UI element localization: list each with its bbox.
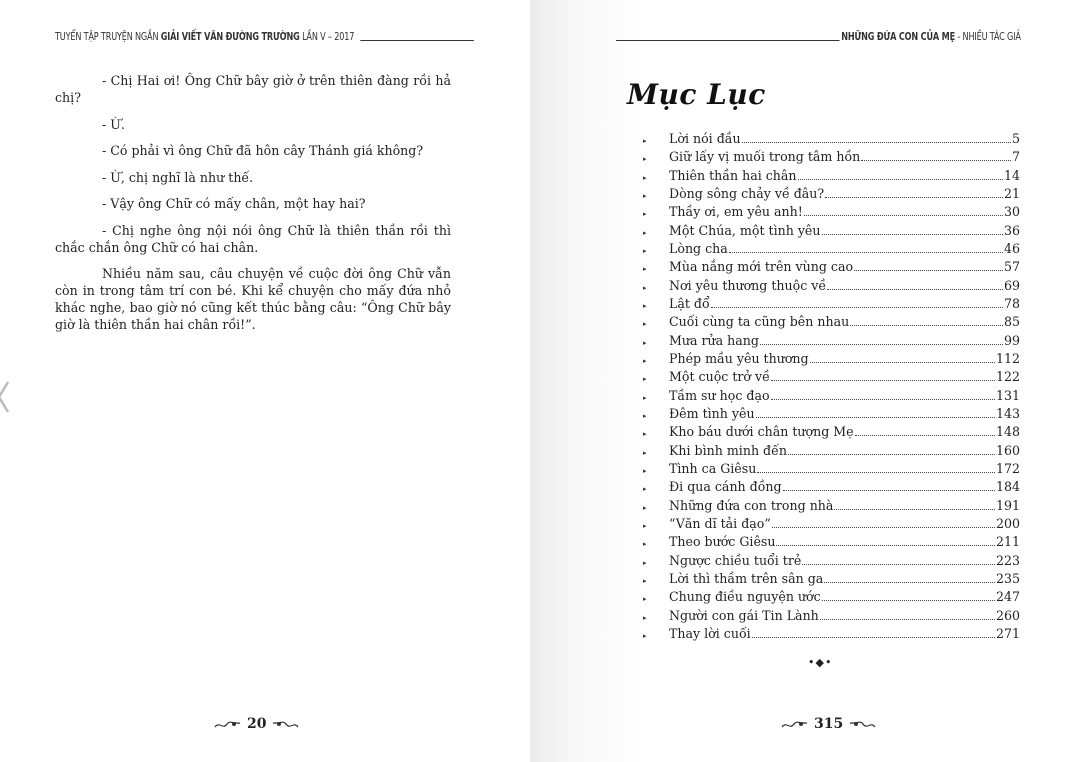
toc-entry-page: 223 (995, 552, 1020, 568)
toc-entry (643, 258, 1020, 276)
dot-leader (855, 435, 995, 436)
toc-entry-title: Phép mầu yêu thương (669, 350, 809, 366)
dot-leader (825, 197, 1003, 198)
toc-entry-title: Lời thì thầm trên sân ga (669, 570, 824, 586)
small-arrow-bullet-icon: ▸ (643, 503, 647, 512)
small-arrow-bullet-icon: ▸ (643, 173, 647, 182)
small-arrow-bullet-icon: ▸ (643, 576, 647, 585)
toc-entry-title: Người con gái Tin Lành (669, 607, 819, 623)
toc-entry (643, 313, 1020, 331)
small-arrow-bullet-icon: ▸ (643, 485, 647, 494)
toc-title: Mục Lục (627, 78, 766, 111)
toc-entry (643, 607, 1020, 625)
toc-entry-page: 112 (995, 350, 1020, 366)
small-arrow-bullet-icon: ▸ (643, 191, 647, 200)
paragraph: - Có phải vì ông Chữ đã hôn cây Thánh giá không? (102, 143, 424, 158)
toc-entry-title: Mưa rửa hang (669, 332, 759, 348)
toc-entry-title: “Văn dĩ tải đạo” (669, 515, 771, 531)
left-page (0, 0, 530, 762)
small-arrow-bullet-icon: ▸ (643, 411, 647, 420)
story-text (55, 72, 451, 343)
header-rule (360, 40, 474, 41)
toc-entry-page: 5 (1011, 131, 1020, 146)
right-header-suffix: - NHIỀU TÁC GIẢ (955, 31, 1021, 43)
dot-leader (757, 472, 995, 473)
right-running-header (616, 31, 1021, 43)
paragraph: - Ừ, chị nghĩ là như thế. (102, 169, 254, 185)
small-arrow-bullet-icon: ▸ (643, 521, 647, 530)
toc-entry-page: 184 (995, 479, 1020, 495)
swirl-ornament-icon (848, 718, 876, 730)
dot-leader (820, 619, 995, 620)
page-number-text: 315 (814, 716, 844, 732)
paragraph: Nhiều năm sau, câu chuyện về cuộc đời ông Chữ vẫn còn in trong tâm trí con bé. Khi kể chuyện cho mấy đứa nhỏ khác nghe, bao giờ nó cũng kết thúc bằng câu: “Ông Chữ bây giờ là thiên thần hai chân rồi!”. (55, 266, 451, 332)
toc-entry (643, 533, 1020, 551)
toc-entry-title: Chung điều nguyện ước (669, 589, 821, 605)
dot-leader (834, 509, 995, 510)
toc-entry (643, 295, 1020, 313)
dot-leader (760, 344, 1003, 345)
toc-entry-page: 122 (995, 369, 1020, 385)
small-arrow-bullet-icon: ▸ (643, 338, 647, 347)
dot-leader (822, 600, 995, 601)
toc-entry-title: Dòng sông chảy về đâu? (669, 185, 825, 201)
toc-entry-title: Theo bước Giêsu (669, 534, 776, 550)
small-arrow-bullet-icon: ▸ (643, 283, 647, 292)
toc-entry (643, 478, 1020, 496)
dot-leader (756, 417, 995, 418)
toc-entry-title: Ngược chiều tuổi trẻ (669, 552, 802, 568)
toc-entry (643, 570, 1020, 588)
dot-leader (711, 307, 1003, 308)
toc-entry (643, 350, 1020, 368)
small-arrow-bullet-icon: ▸ (643, 393, 647, 402)
dot-leader (783, 490, 995, 491)
toc-entry-page: 30 (1003, 204, 1020, 220)
toc-entry-page: 271 (995, 625, 1020, 641)
toc-entry-title: Nơi yêu thương thuộc về (669, 277, 827, 293)
toc-entry (643, 203, 1020, 221)
toc-entry-title: Những đứa con trong nhà (669, 497, 834, 513)
toc-entry-title: Lòng cha (669, 240, 728, 256)
dot-leader (771, 399, 995, 400)
dot-leader (822, 234, 1003, 235)
toc-entry (643, 222, 1020, 240)
toc-entry (643, 442, 1020, 460)
small-arrow-bullet-icon: ▸ (643, 595, 647, 604)
toc-entry-title: Khi bình minh đến (669, 442, 787, 458)
toc-entry (643, 515, 1020, 533)
toc-entry-title: Tình ca Giêsu (669, 460, 757, 476)
toc-entry-page: 7 (1011, 149, 1020, 165)
small-arrow-bullet-icon: ▸ (643, 356, 647, 365)
toc-entry-page: 14 (1003, 167, 1020, 183)
toc-entry-page: 172 (995, 460, 1020, 476)
small-arrow-bullet-icon: ▸ (643, 558, 647, 567)
page-number-text: 20 (247, 716, 267, 732)
paragraph: - Ừ. (102, 116, 125, 132)
toc-entry (643, 497, 1020, 515)
small-arrow-bullet-icon: ▸ (643, 613, 647, 622)
toc-entry-title: Thiên thần hai chân (669, 167, 797, 183)
toc-entry-page: 200 (995, 515, 1020, 531)
toc-entry-page: 211 (995, 534, 1020, 550)
left-header-bold: GIẢI VIẾT VĂN ĐƯỜNG TRƯỜNG (160, 31, 300, 43)
toc-entry-page: 143 (995, 405, 1020, 421)
toc-entry-title: Một cuộc trở về (669, 369, 770, 385)
toc-entry-page: 191 (995, 497, 1020, 513)
toc-entry-page: 235 (995, 570, 1020, 586)
toc-entry (643, 332, 1020, 350)
small-arrow-bullet-icon: ▸ (643, 210, 647, 219)
dot-leader (729, 252, 1003, 253)
toc-entry-title: Mùa nắng mới trên vùng cao (669, 259, 854, 275)
toc-entry-title: Thay lời cuối (669, 625, 751, 641)
dot-leader (752, 637, 995, 638)
dot-leader (772, 527, 995, 528)
toc-entry (643, 148, 1020, 166)
small-arrow-bullet-icon: ▸ (643, 631, 647, 640)
right-page-number (781, 716, 876, 732)
dot-leader (824, 582, 995, 583)
toc-entry-page: 57 (1003, 259, 1020, 275)
toc-entry-page: 131 (995, 387, 1020, 403)
toc-entry-title: Đêm tình yêu (669, 405, 755, 421)
toc-entry (643, 277, 1020, 295)
small-arrow-bullet-icon: ▸ (643, 466, 647, 475)
toc-entry-page: 99 (1003, 332, 1020, 348)
toc-entry (643, 423, 1020, 441)
right-header-bold: NHỮNG ĐỨA CON CỦA MẸ (841, 31, 956, 43)
dot-leader (776, 545, 994, 546)
dot-leader (788, 454, 995, 455)
dot-leader (742, 142, 1011, 143)
dot-leader (804, 215, 1003, 216)
table-of-contents (643, 130, 1020, 643)
toc-entry-page: 85 (1003, 314, 1020, 330)
toc-entry (643, 552, 1020, 570)
paragraph: - Vậy ông Chữ có mấy chân, một hay hai? (102, 196, 366, 211)
dot-leader (798, 179, 1003, 180)
toc-entry (643, 167, 1020, 185)
toc-entry-title: Cuối cùng ta cũng bên nhau (669, 314, 850, 330)
small-arrow-bullet-icon: ▸ (643, 430, 647, 439)
end-ornament: •◆• (808, 656, 833, 669)
small-arrow-bullet-icon: ▸ (643, 301, 647, 310)
toc-entry-page: 78 (1003, 295, 1020, 311)
toc-entry-title: Một Chúa, một tình yêu (669, 222, 821, 238)
toc-entry-title: Tầm sư học đạo (669, 387, 770, 403)
header-rule (616, 40, 840, 41)
toc-entry-page: 160 (995, 442, 1020, 458)
small-arrow-bullet-icon: ▸ (643, 228, 647, 237)
dot-leader (827, 289, 1003, 290)
toc-entry-page: 36 (1003, 222, 1020, 238)
chevron-left-icon (0, 379, 10, 415)
small-arrow-bullet-icon: ▸ (643, 448, 647, 457)
toc-entry (643, 460, 1020, 478)
dot-leader (861, 160, 1011, 161)
toc-entry-title: Lời nói đầu (669, 131, 741, 146)
toc-entry-title: Lật đổ (669, 295, 710, 311)
previous-page-button[interactable] (0, 377, 12, 417)
toc-entry-page: 21 (1003, 185, 1020, 201)
small-arrow-bullet-icon: ▸ (643, 137, 647, 145)
paragraph: - Chị Hai ơi! Ông Chữ bây giờ ở trên thiên đàng rồi hả chị? (55, 73, 451, 105)
swirl-ornament-icon (781, 718, 809, 730)
small-arrow-bullet-icon: ▸ (643, 320, 647, 329)
toc-entry (643, 387, 1020, 405)
swirl-ornament-icon (271, 718, 299, 730)
small-arrow-bullet-icon: ▸ (643, 265, 647, 274)
left-running-header (55, 31, 474, 43)
small-arrow-bullet-icon: ▸ (643, 540, 647, 549)
toc-entry-page: 148 (995, 424, 1020, 440)
toc-entry-title: Đi qua cánh đồng (669, 479, 782, 495)
toc-entry-page: 247 (995, 589, 1020, 605)
dot-leader (854, 270, 1003, 271)
small-arrow-bullet-icon: ▸ (643, 246, 647, 255)
left-header-suffix: LẦN V – 2017 (299, 31, 355, 43)
dot-leader (810, 362, 995, 363)
toc-entry (643, 130, 1020, 148)
dot-leader (850, 325, 1003, 326)
toc-entry (643, 625, 1020, 643)
left-header-prefix: TUYỂN TẬP TRUYỆN NGẮN (55, 31, 161, 43)
dot-leader (802, 564, 995, 565)
toc-entry-page: 260 (995, 607, 1020, 623)
toc-entry-page: 46 (1003, 240, 1020, 256)
toc-entry-page: 69 (1003, 277, 1020, 293)
toc-entry (643, 588, 1020, 606)
dot-leader (771, 380, 995, 381)
toc-entry (643, 240, 1020, 258)
toc-entry-title: Giữ lấy vị muối trong tâm hồn (669, 149, 861, 165)
small-arrow-bullet-icon: ▸ (643, 375, 647, 384)
toc-entry-title: Thầy ơi, em yêu anh! (669, 204, 803, 220)
swirl-ornament-icon (214, 718, 242, 730)
paragraph: - Chị nghe ông nội nói ông Chữ là thiên thần rồi thì chắc chắn ông Chữ có hai chân. (55, 222, 451, 255)
left-page-number (214, 716, 299, 732)
toc-entry (643, 185, 1020, 203)
small-arrow-bullet-icon: ▸ (643, 155, 647, 164)
toc-entry-title: Kho báu dưới chân tượng Mẹ (669, 424, 854, 440)
toc-entry (643, 368, 1020, 386)
toc-entry (643, 405, 1020, 423)
